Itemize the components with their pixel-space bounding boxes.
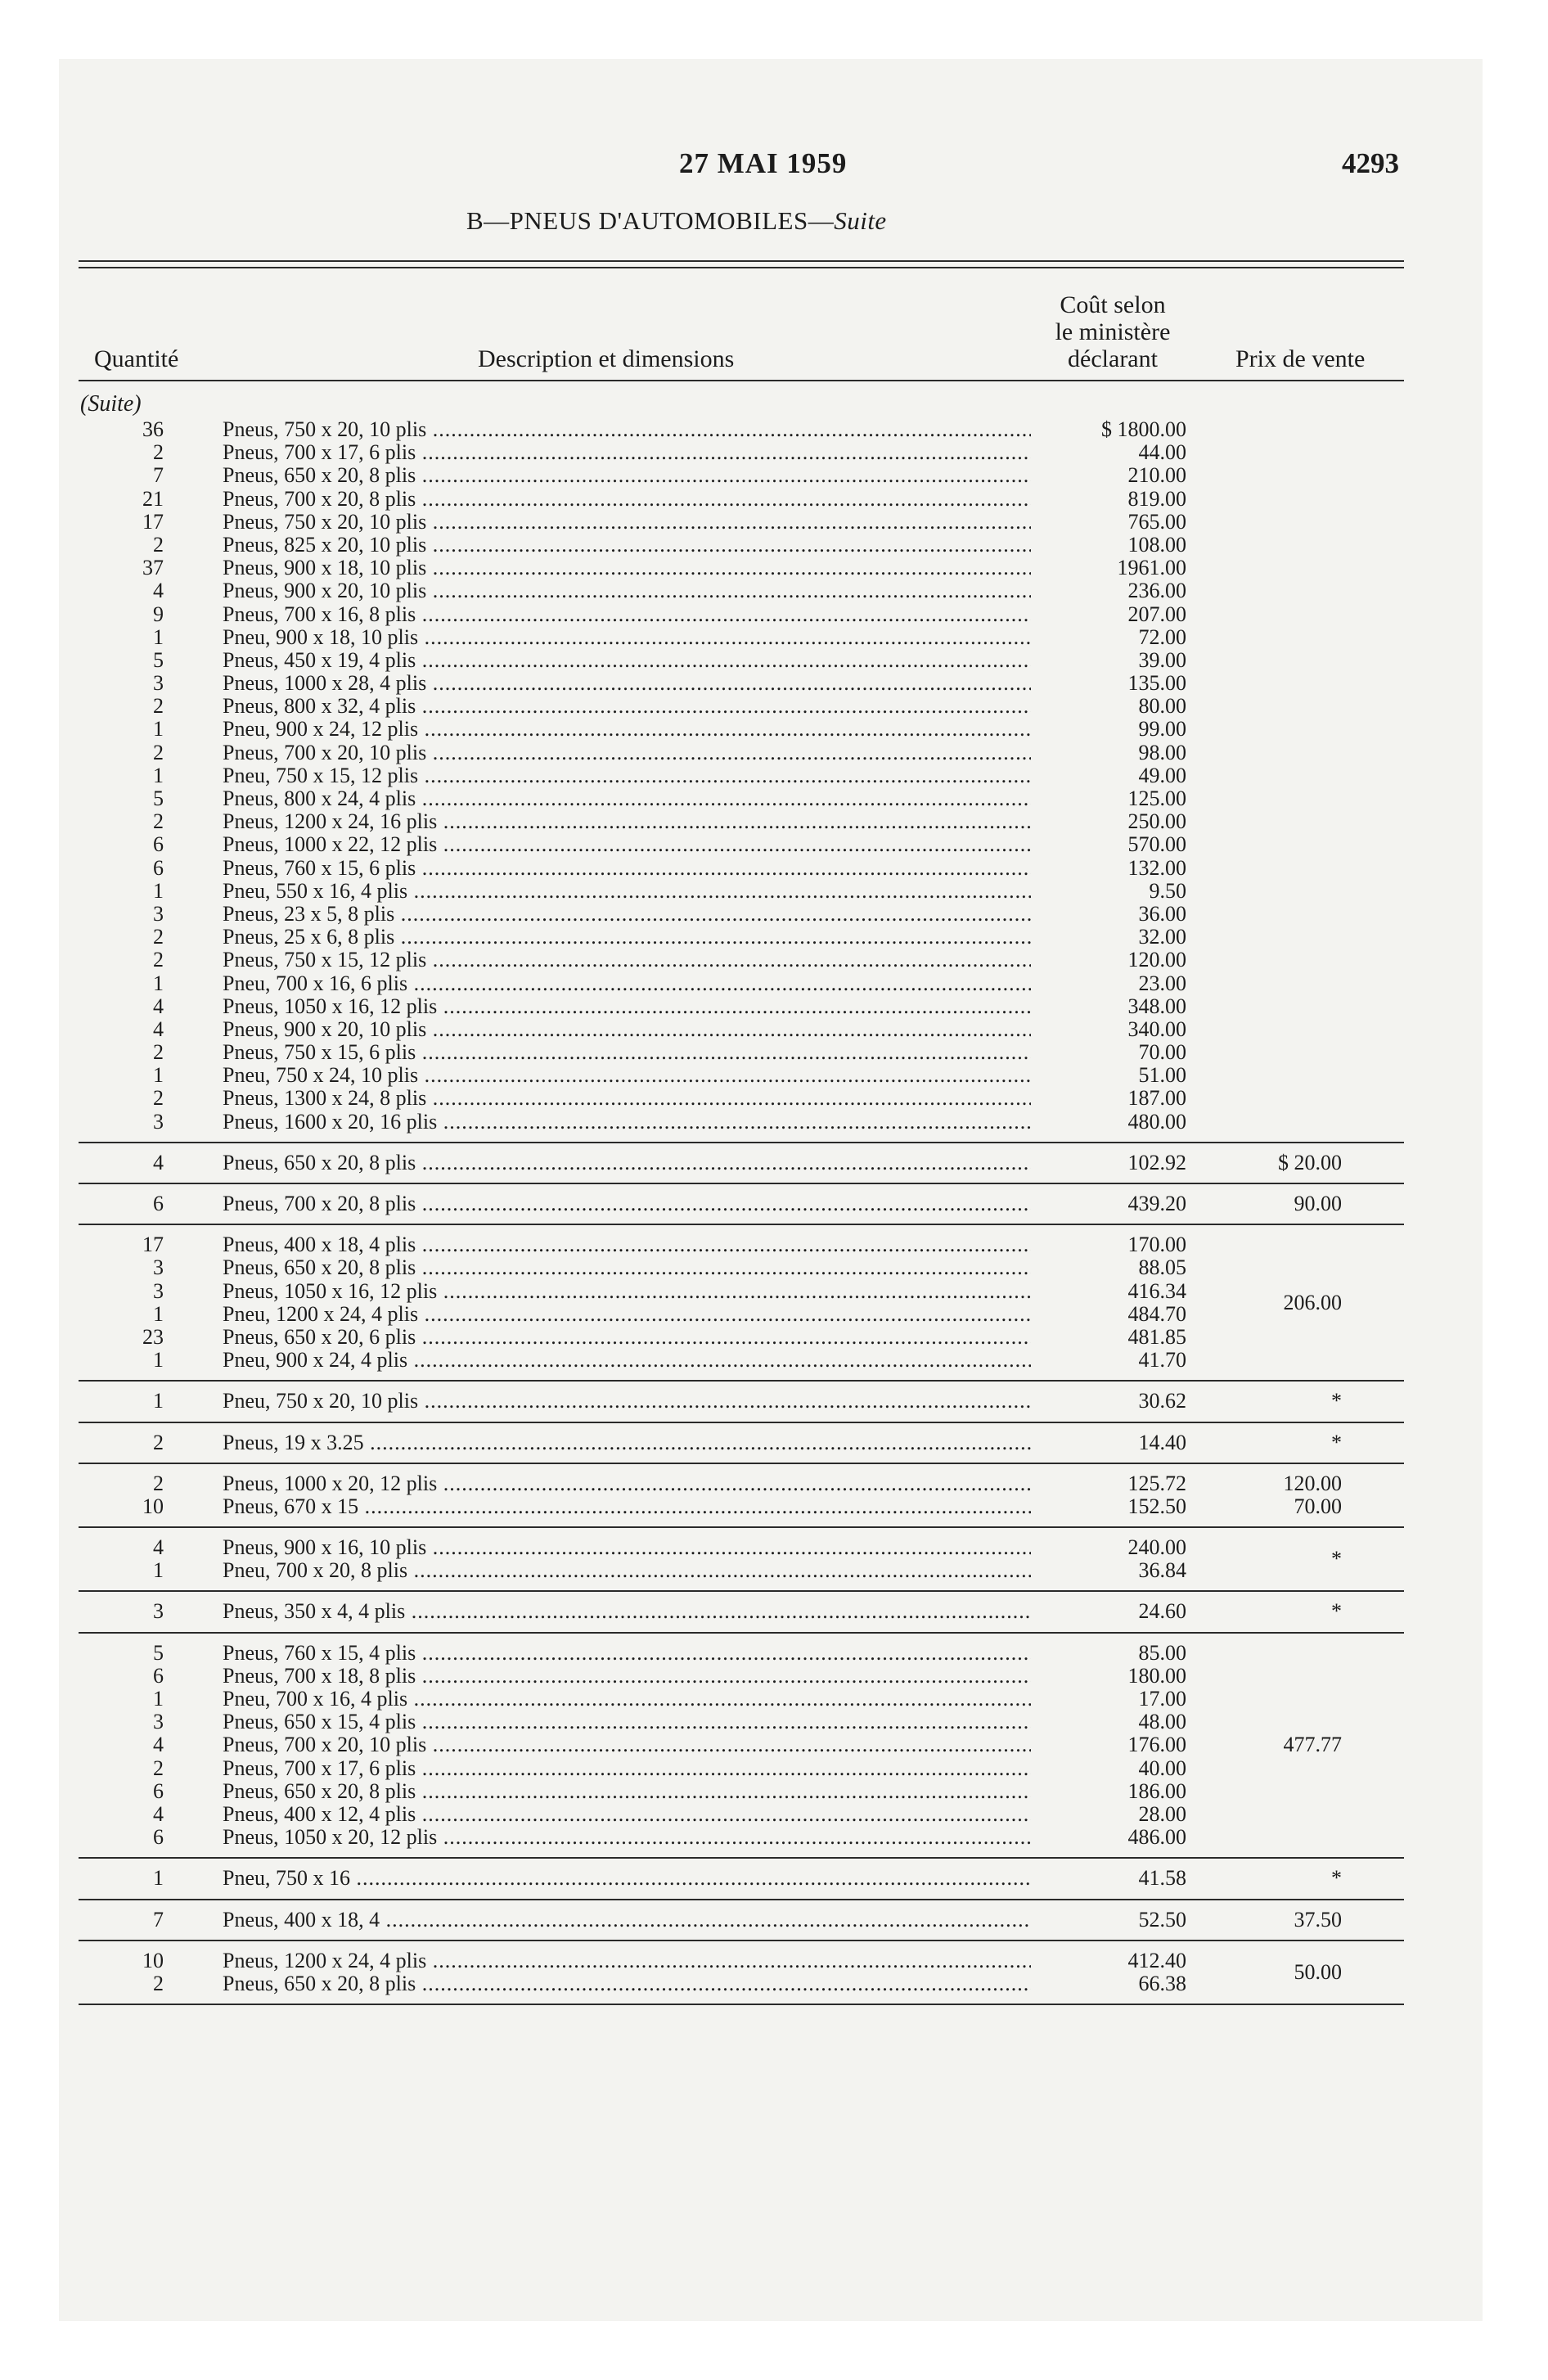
table-row: [0, 1326, 1548, 1349]
description-cell: Pneu, 750 x 24, 10 plis .....: [223, 1064, 1033, 1087]
cost-cell: 186.00: [1031, 1780, 1186, 1803]
table-row: [0, 995, 1548, 1018]
description-cell: Pneus, 750 x 20, 10 plis .....: [223, 418, 1033, 441]
quantity-cell: 2: [153, 1086, 164, 1111]
table-row: [0, 557, 1548, 579]
description-cell: Pneus, 900 x 20, 10 plis .....: [223, 1018, 1033, 1041]
cost-cell: 132.00: [1031, 857, 1186, 880]
table-body: [0, 418, 1548, 2005]
description-cell: Pneus, 350 x 4, 4 plis .....: [223, 1600, 1033, 1623]
quantity-cell: 2: [153, 532, 164, 557]
description-cell: Pneus, 700 x 20, 8 plis .....: [223, 1192, 1033, 1215]
description-cell: Pneu, 700 x 20, 8 plis .....: [223, 1559, 1033, 1582]
cost-cell: 765.00: [1031, 511, 1186, 534]
quantity-cell: 3: [153, 1109, 164, 1134]
table-row: [0, 464, 1548, 487]
table-row: [0, 1826, 1548, 1849]
column-header-price: Prix de vente: [1235, 345, 1366, 372]
description-cell: Pneus, 650 x 20, 8 plis .....: [223, 1972, 1033, 1995]
description-cell: Pneus, 800 x 24, 4 plis .....: [223, 787, 1033, 810]
table-row: [0, 1233, 1548, 1256]
description-cell: Pneus, 650 x 15, 4 plis .....: [223, 1711, 1033, 1733]
cost-cell: 125.72: [1031, 1472, 1186, 1495]
cost-cell: 176.00: [1031, 1733, 1186, 1756]
cost-cell: 14.40: [1031, 1431, 1186, 1454]
quantity-cell: 4: [153, 1535, 164, 1560]
description-cell: Pneus, 1050 x 20, 12 plis .....: [223, 1826, 1033, 1849]
description-cell: Pneus, 25 x 6, 8 plis .....: [223, 926, 1033, 949]
description-cell: Pneus, 400 x 18, 4 plis .....: [223, 1233, 1033, 1256]
cost-cell: 44.00: [1031, 441, 1186, 464]
cost-cell: $ 1800.00: [1031, 418, 1186, 441]
row-group: [0, 1634, 1548, 1858]
cost-cell: 480.00: [1031, 1111, 1186, 1134]
quantity-cell: 36: [142, 417, 164, 441]
description-cell: Pneus, 700 x 17, 6 plis .....: [223, 1757, 1033, 1780]
cost-cell: 819.00: [1031, 488, 1186, 511]
quantity-cell: 10: [142, 1494, 164, 1518]
description-cell: Pneu, 900 x 24, 12 plis .....: [223, 718, 1033, 741]
cost-cell: 85.00: [1031, 1642, 1186, 1665]
quantity-cell: 3: [153, 1278, 164, 1303]
description-cell: Pneus, 700 x 16, 8 plis .....: [223, 603, 1033, 626]
cost-cell: 210.00: [1031, 464, 1186, 487]
table-row: [0, 1087, 1548, 1110]
quantity-cell: 3: [153, 1710, 164, 1734]
table-row: [0, 1256, 1548, 1279]
description-cell: Pneus, 750 x 15, 6 plis .....: [223, 1041, 1033, 1064]
subtitle-italic: Suite: [834, 206, 887, 235]
quantity-cell: 21: [142, 486, 164, 511]
suite-label: [80, 391, 142, 417]
table-row: [0, 949, 1548, 971]
quantity-cell: 4: [153, 1016, 164, 1041]
group-price-cell: *: [1331, 1389, 1342, 1413]
table-row: [0, 741, 1548, 764]
quantity-cell: 2: [153, 694, 164, 719]
description-cell: Pneus, 825 x 20, 10 plis .....: [223, 534, 1033, 557]
quantity-cell: 1: [153, 717, 164, 741]
table-row: [0, 972, 1548, 995]
row-group: [0, 1184, 1548, 1224]
table-row: [0, 926, 1548, 949]
cost-cell: 236.00: [1031, 579, 1186, 602]
table-row: [0, 488, 1548, 511]
description-cell: Pneus, 450 x 19, 4 plis .....: [223, 649, 1033, 672]
quantity-cell: 1: [153, 1348, 164, 1373]
page-number: 4293: [1342, 147, 1399, 179]
description-cell: Pneu, 550 x 16, 4 plis .....: [223, 880, 1033, 903]
cost-cell: 88.05: [1031, 1256, 1186, 1279]
quantity-cell: 2: [153, 1971, 164, 1995]
quantity-cell: 2: [153, 740, 164, 764]
description-cell: Pneus, 760 x 15, 4 plis .....: [223, 1642, 1033, 1665]
description-cell: Pneus, 19 x 3.25 .....: [223, 1431, 1033, 1454]
cost-cell: 484.70: [1031, 1303, 1186, 1326]
quantity-cell: 4: [153, 1150, 164, 1174]
table-row: [0, 1064, 1548, 1087]
cost-cell: 9.50: [1031, 880, 1186, 903]
quantity-cell: 6: [153, 1663, 164, 1688]
row-group: [0, 1941, 1548, 2004]
table-row: [0, 418, 1548, 441]
cost-cell: 1961.00: [1031, 557, 1186, 579]
description-cell: Pneus, 400 x 18, 4 .....: [223, 1909, 1033, 1931]
cost-cell: 52.50: [1031, 1909, 1186, 1931]
cost-cell: 170.00: [1031, 1233, 1186, 1256]
quantity-cell: 9: [153, 602, 164, 626]
table-row: [0, 1711, 1548, 1733]
header-date: 27 MAI 1959: [679, 147, 848, 179]
quantity-cell: 4: [153, 579, 164, 603]
top-rule: [79, 260, 1404, 262]
group-price-cell: 50.00: [1294, 1959, 1342, 1984]
description-cell: Pneus, 23 x 5, 8 plis .....: [223, 903, 1033, 926]
quantity-cell: 2: [153, 440, 164, 465]
top-rule-double: [79, 267, 1404, 268]
cost-cell: 66.38: [1031, 1972, 1186, 1995]
cost-cell: 17.00: [1031, 1688, 1186, 1711]
description-cell: Pneu, 900 x 18, 10 plis .....: [223, 626, 1033, 649]
description-cell: Pneus, 700 x 20, 10 plis .....: [223, 741, 1033, 764]
cost-cell: 125.00: [1031, 787, 1186, 810]
table-row: [0, 511, 1548, 534]
quantity-cell: 1: [153, 1558, 164, 1583]
group-price-cell: *: [1331, 1547, 1342, 1571]
quantity-cell: 2: [153, 1471, 164, 1495]
table-row: [0, 1803, 1548, 1826]
table-row: [0, 1041, 1548, 1064]
table-row: [0, 718, 1548, 741]
table-row: [0, 787, 1548, 810]
cost-cell: 439.20: [1031, 1192, 1186, 1215]
cost-cell: 240.00: [1031, 1536, 1186, 1559]
cost-cell: 108.00: [1031, 534, 1186, 557]
cost-cell: 28.00: [1031, 1803, 1186, 1826]
quantity-cell: 4: [153, 994, 164, 1018]
description-cell: Pneus, 400 x 12, 4 plis .....: [223, 1803, 1033, 1826]
description-cell: Pneus, 900 x 18, 10 plis .....: [223, 557, 1033, 579]
quantity-cell: 1: [153, 1687, 164, 1711]
table-row: [0, 857, 1548, 880]
description-cell: Pneus, 1600 x 20, 16 plis .....: [223, 1111, 1033, 1134]
cost-cell: 120.00: [1031, 949, 1186, 971]
row-group: [0, 1143, 1548, 1183]
quantity-cell: 1: [153, 971, 164, 995]
table-row: [0, 903, 1548, 926]
cost-cell: 348.00: [1031, 995, 1186, 1018]
row-group: [0, 1225, 1548, 1380]
quantity-cell: 3: [153, 901, 164, 926]
group-price-cell: 477.77: [1283, 1733, 1342, 1757]
table-row: [0, 1688, 1548, 1711]
row-group: [0, 1528, 1548, 1590]
description-cell: Pneus, 750 x 15, 12 plis .....: [223, 949, 1033, 971]
cost-cell: 180.00: [1031, 1665, 1186, 1688]
table-row: [0, 441, 1548, 464]
table-row: [0, 1472, 1548, 1495]
description-cell: Pneus, 650 x 20, 8 plis .....: [223, 1780, 1033, 1803]
table-row: [0, 833, 1548, 856]
row-group: [0, 1382, 1548, 1421]
suite-label-text: (Suite): [80, 391, 142, 417]
quantity-cell: 2: [153, 948, 164, 972]
description-cell: Pneu, 750 x 20, 10 plis .....: [223, 1390, 1033, 1413]
cost-cell: 41.70: [1031, 1349, 1186, 1372]
table-row: [0, 672, 1548, 695]
cost-cell: 207.00: [1031, 603, 1186, 626]
quantity-cell: 3: [153, 1255, 164, 1280]
quantity-cell: 2: [153, 809, 164, 834]
row-group: [0, 418, 1548, 1142]
table-row: [0, 695, 1548, 718]
cost-cell: 80.00: [1031, 695, 1186, 718]
row-group: [0, 1859, 1548, 1898]
group-price-cell: $ 20.00: [1278, 1150, 1342, 1174]
description-cell: Pneus, 700 x 20, 8 plis .....: [223, 488, 1033, 511]
description-cell: Pneus, 700 x 20, 10 plis .....: [223, 1733, 1033, 1756]
cost-cell: 98.00: [1031, 741, 1186, 764]
quantity-cell: 6: [153, 832, 164, 857]
quantity-cell: 6: [153, 855, 164, 880]
description-cell: Pneu, 1200 x 24, 4 plis .....: [223, 1303, 1033, 1326]
quantity-cell: 4: [153, 1733, 164, 1757]
price-cell: 70.00: [1294, 1494, 1342, 1518]
table-row: [0, 1757, 1548, 1780]
cost-cell: 51.00: [1031, 1064, 1186, 1087]
quantity-cell: 2: [153, 925, 164, 949]
table-row: [0, 603, 1548, 626]
header-rule: [79, 380, 1404, 381]
cost-cell: 187.00: [1031, 1087, 1186, 1110]
description-cell: Pneus, 900 x 20, 10 plis .....: [223, 579, 1033, 602]
table-row: [0, 579, 1548, 602]
group-price-cell: *: [1331, 1866, 1342, 1891]
group-divider: [79, 2004, 1404, 2005]
group-price-cell: 206.00: [1283, 1290, 1342, 1314]
description-cell: Pneu, 900 x 24, 4 plis .....: [223, 1349, 1033, 1372]
quantity-cell: 1: [153, 1389, 164, 1413]
description-cell: Pneus, 1050 x 16, 12 plis .....: [223, 995, 1033, 1018]
table-row: [0, 1665, 1548, 1688]
cost-cell: 41.58: [1031, 1867, 1186, 1890]
description-cell: Pneus, 760 x 15, 6 plis .....: [223, 857, 1033, 880]
description-cell: Pneus, 1000 x 22, 12 plis .....: [223, 833, 1033, 856]
cost-header-line-1: Coût selon: [1060, 291, 1166, 318]
quantity-cell: 2: [153, 1756, 164, 1780]
description-cell: Pneu, 700 x 16, 4 plis .....: [223, 1688, 1033, 1711]
description-cell: Pneus, 650 x 20, 8 plis .....: [223, 464, 1033, 487]
quantity-cell: 10: [142, 1948, 164, 1972]
cost-cell: 570.00: [1031, 833, 1186, 856]
description-cell: Pneu, 700 x 16, 6 plis .....: [223, 972, 1033, 995]
section-subtitle: [466, 206, 887, 236]
quantity-cell: 23: [142, 1324, 164, 1349]
quantity-cell: 5: [153, 787, 164, 810]
cost-header-line-2: le ministère: [1055, 318, 1171, 345]
cost-cell: 36.84: [1031, 1559, 1186, 1582]
quantity-cell: 17: [142, 1233, 164, 1257]
cost-cell: 481.85: [1031, 1326, 1186, 1349]
subtitle-main: B—PNEUS D'AUTOMOBILES—: [466, 206, 835, 235]
description-cell: Pneus, 700 x 17, 6 plis .....: [223, 441, 1033, 464]
description-cell: Pneus, 1200 x 24, 4 plis .....: [223, 1950, 1033, 1972]
description-cell: Pneus, 650 x 20, 8 plis .....: [223, 1256, 1033, 1279]
quantity-cell: 17: [142, 509, 164, 534]
group-price-cell: 37.50: [1294, 1907, 1342, 1931]
cost-cell: 486.00: [1031, 1826, 1186, 1849]
cost-cell: 250.00: [1031, 810, 1186, 833]
quantity-cell: 4: [153, 1801, 164, 1826]
description-cell: Pneus, 650 x 20, 6 plis .....: [223, 1326, 1033, 1349]
row-group: [0, 1464, 1548, 1526]
quantity-cell: 1: [153, 1866, 164, 1891]
row-group: [0, 1900, 1548, 1940]
description-cell: Pneu, 750 x 15, 12 plis .....: [223, 764, 1033, 787]
cost-cell: 102.92: [1031, 1152, 1186, 1174]
column-header-description: Description et dimensions: [478, 345, 735, 372]
quantity-cell: 1: [153, 624, 164, 649]
quantity-cell: 37: [142, 556, 164, 580]
table-row: [0, 1780, 1548, 1803]
quantity-cell: 3: [153, 671, 164, 696]
quantity-cell: 5: [153, 1640, 164, 1665]
table-row: [0, 534, 1548, 557]
description-cell: Pneu, 750 x 16 .....: [223, 1867, 1033, 1890]
column-header-cost: [1039, 291, 1186, 372]
quantity-cell: 6: [153, 1778, 164, 1803]
cost-cell: 49.00: [1031, 764, 1186, 787]
description-cell: Pneus, 750 x 20, 10 plis .....: [223, 511, 1033, 534]
description-cell: Pneus, 700 x 18, 8 plis .....: [223, 1665, 1033, 1688]
quantity-cell: 7: [153, 1907, 164, 1931]
quantity-cell: 1: [153, 763, 164, 787]
quantity-cell: 6: [153, 1825, 164, 1850]
cost-cell: 416.34: [1031, 1280, 1186, 1303]
description-cell: Pneus, 1200 x 24, 16 plis .....: [223, 810, 1033, 833]
cost-cell: 36.00: [1031, 903, 1186, 926]
cost-cell: 99.00: [1031, 718, 1186, 741]
cost-cell: 23.00: [1031, 972, 1186, 995]
cost-header-line-3: déclarant: [1068, 345, 1158, 372]
quantity-cell: 5: [153, 647, 164, 672]
group-price-cell: *: [1331, 1599, 1342, 1624]
description-cell: Pneus, 800 x 32, 4 plis .....: [223, 695, 1033, 718]
description-cell: Pneus, 650 x 20, 8 plis .....: [223, 1152, 1033, 1174]
quantity-cell: 1: [153, 1063, 164, 1088]
quantity-cell: 2: [153, 1430, 164, 1454]
quantity-cell: 2: [153, 1040, 164, 1065]
group-price-cell: 90.00: [1294, 1192, 1342, 1215]
description-cell: Pneus, 1300 x 24, 8 plis .....: [223, 1087, 1033, 1110]
cost-cell: 412.40: [1031, 1950, 1186, 1972]
table-row: [0, 1111, 1548, 1134]
cost-cell: 48.00: [1031, 1711, 1186, 1733]
cost-cell: 40.00: [1031, 1757, 1186, 1780]
table-row: [0, 764, 1548, 787]
description-cell: Pneus, 1000 x 20, 12 plis .....: [223, 1472, 1033, 1495]
cost-cell: 135.00: [1031, 672, 1186, 695]
quantity-cell: 1: [153, 1301, 164, 1326]
quantity-cell: 6: [153, 1192, 164, 1215]
cost-cell: 30.62: [1031, 1390, 1186, 1413]
table-row: [0, 626, 1548, 649]
table-row: [0, 1642, 1548, 1665]
cost-cell: 152.50: [1031, 1495, 1186, 1518]
cost-cell: 24.60: [1031, 1600, 1186, 1623]
table-row: [0, 1495, 1548, 1518]
cost-cell: 340.00: [1031, 1018, 1186, 1041]
quantity-cell: 7: [153, 463, 164, 488]
table-row: [0, 1349, 1548, 1372]
group-price-cell: *: [1331, 1430, 1342, 1454]
cost-cell: 70.00: [1031, 1041, 1186, 1064]
cost-cell: 39.00: [1031, 649, 1186, 672]
table-row: [0, 1018, 1548, 1041]
price-cell: 120.00: [1283, 1471, 1342, 1495]
column-header-quantity: Quantité: [94, 345, 179, 372]
row-group: [0, 1592, 1548, 1631]
row-group: [0, 1423, 1548, 1463]
description-cell: Pneus, 670 x 15 .....: [223, 1495, 1033, 1518]
table-row: [0, 880, 1548, 903]
table-row: [0, 649, 1548, 672]
description-cell: Pneus, 1050 x 16, 12 plis .....: [223, 1280, 1033, 1303]
cost-cell: 72.00: [1031, 626, 1186, 649]
quantity-cell: 1: [153, 878, 164, 903]
description-cell: Pneus, 1000 x 28, 4 plis .....: [223, 672, 1033, 695]
table-row: [0, 810, 1548, 833]
description-cell: Pneus, 900 x 16, 10 plis .....: [223, 1536, 1033, 1559]
cost-cell: 32.00: [1031, 926, 1186, 949]
quantity-cell: 3: [153, 1599, 164, 1624]
